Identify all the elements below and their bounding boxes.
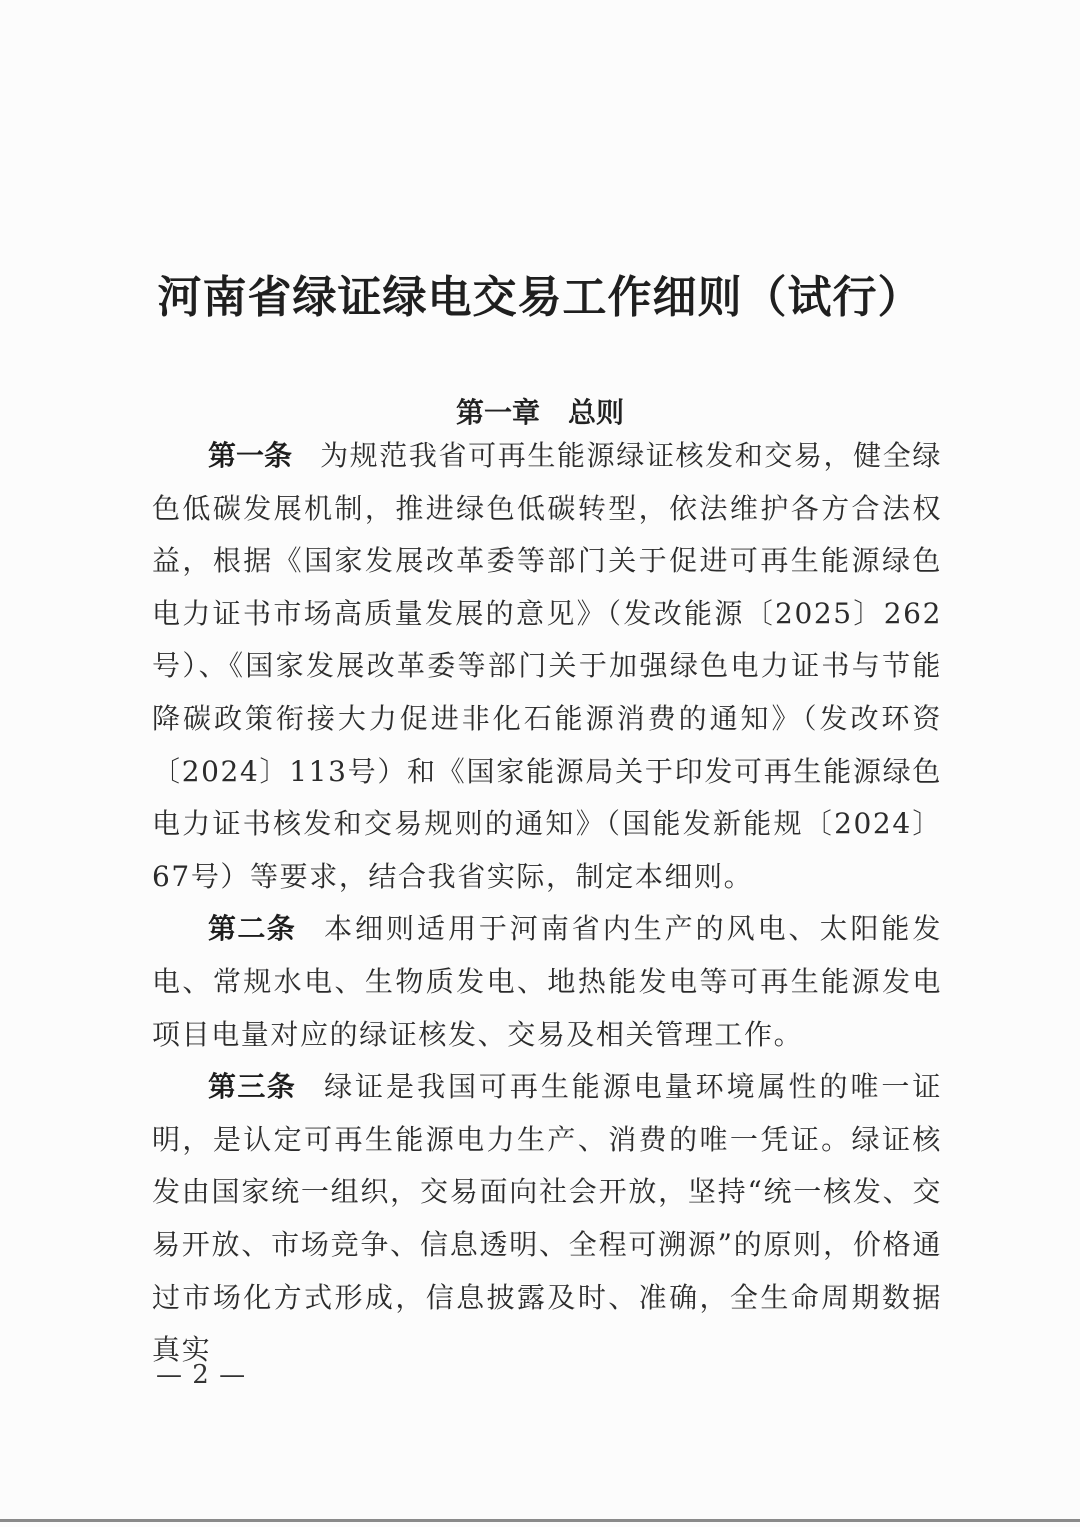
article-3 bbox=[152, 1061, 942, 1377]
article-3-text: 绿证是我国可再生能源电量环境属性的唯一证明，是认定可再生能源电力生产、消费的唯一凭证。绿证核发由国家统一组织，交易面向社会开放，坚持“统一核发、交易开放、市场竞争、信息透明、全程可溯源”的原则，价格通过市场化方式形成，信息披露及时、准确，全生命周期数据真实 bbox=[152, 1070, 942, 1367]
article-2-label: 第二条 bbox=[208, 912, 297, 946]
article-2 bbox=[152, 903, 942, 1061]
chapter-title: 第一章 总则 bbox=[455, 396, 624, 430]
article-1-label: 第一条 bbox=[208, 439, 293, 472]
article-3-label: 第三条 bbox=[208, 1070, 297, 1104]
article-2-text: 本细则适用于河南省内生产的风电、太阳能发电、常规水电、生物质发电、地热能发电等可再生能源发电项目电量对应的绿证核发、交易及相关管理工作。 bbox=[152, 912, 942, 1051]
document-title: 河南省绿证绿电交易工作细则（试行） bbox=[157, 272, 923, 324]
article-1 bbox=[152, 430, 942, 903]
article-1-text: 为规范我省可再生能源绿证核发和交易，健全绿色低碳发展机制，推进绿色低碳转型，依法维护各方合法权益，根据《国家发展改革委等部门关于促进可再生能源绿色电力证书市场高质量发展的意见》（发改能源〔2025〕262号）、《国家发展改革委等部门关于加强绿色电力证书与节能降碳政策衔接大力促进非化石能源消费的通知》（发改环资〔2024〕113号）和《国家能源局关于印发可再生能源绿色电力证书核发和交易规则的通知》（国能发新能规〔2024〕67号）等要求，结合我省实际，制定本细则。 bbox=[152, 439, 942, 893]
scan-bottom-edge bbox=[0, 1519, 1080, 1522]
page-number: — 2 — bbox=[156, 1360, 247, 1390]
document-body bbox=[152, 430, 942, 1377]
